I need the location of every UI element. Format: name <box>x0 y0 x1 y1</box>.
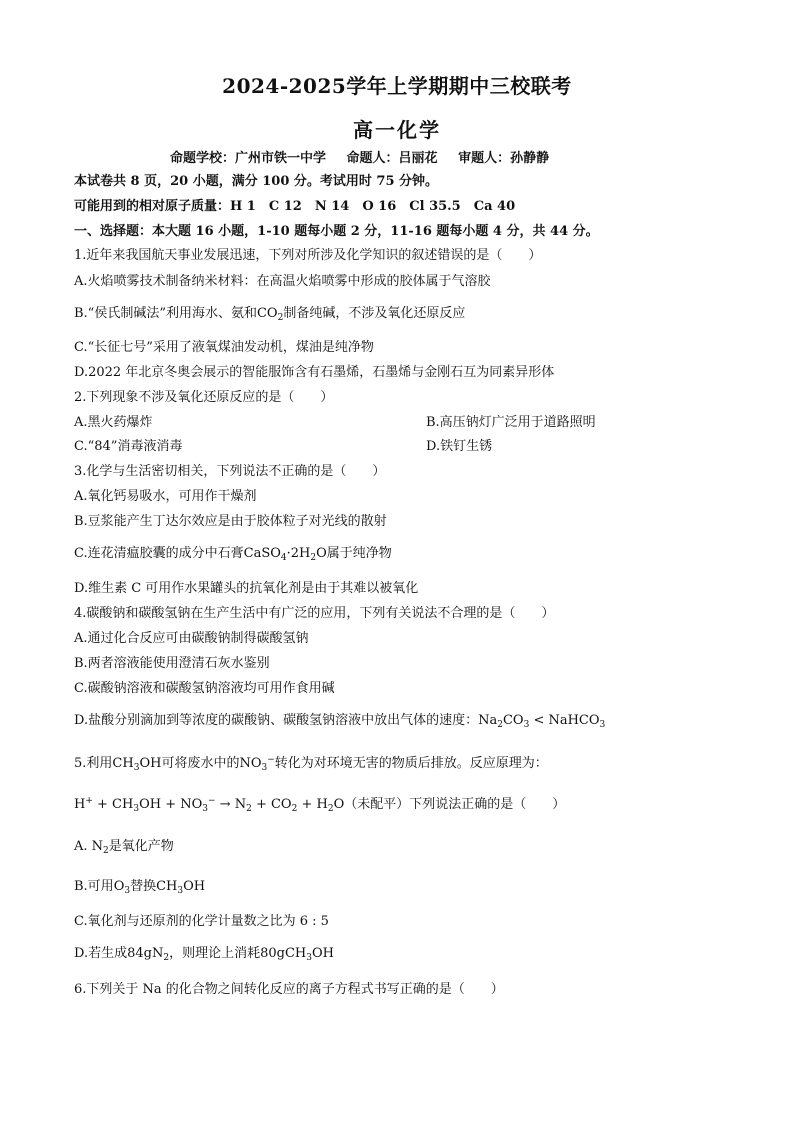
q5d-text-1: D.若生成 <box>74 946 128 961</box>
q5a-prefix: A. <box>74 839 92 854</box>
q5a-text: 是氧化产物 <box>108 839 174 854</box>
question-1-option-a: A.火焰喷雾技术制备纳米材料：在高温火焰喷雾中形成的胶体属于气溶胶 <box>74 274 491 289</box>
q1b-text-post: 制备纯碱，不涉及氧化还原反应 <box>283 306 466 321</box>
formula-co2: $CO_2$ <box>256 306 284 323</box>
formula-n2: $N_2$ <box>91 839 109 856</box>
formula-ch3oh-b: $CH_3OH$ <box>156 879 206 896</box>
question-2-option-b: B.高压钠灯广泛用于道路照明 <box>426 415 596 430</box>
exam-subject: 高一化学 <box>353 118 441 142</box>
formula-84g-n2: $84gN_2$ <box>127 946 170 963</box>
question-5-option-a <box>74 838 174 856</box>
exam-title: 2024-2025学年上学期期中三校联考 <box>222 74 572 98</box>
q5-text-3: 转化为对环境无害的物质后排放。反应原理为： <box>274 756 548 771</box>
q5-eq-note: （未配平）下列说法正确的是（ ） <box>344 797 566 812</box>
reviewer: 审题人：孙静静 <box>458 151 550 166</box>
question-5-option-d <box>74 945 334 963</box>
question-3-option-a: A.氧化钙易吸水，可用作干燥剂 <box>74 489 257 504</box>
question-3-stem: 3.化学与生活密切相关，下列说法不正确的是（ ） <box>74 464 386 479</box>
q5d-text-2: ，则理论上消耗 <box>169 946 261 961</box>
question-2-stem: 2.下列现象不涉及氧化还原反应的是（ ） <box>74 390 334 405</box>
question-5-option-c: C.氧化剂与还原剂的化学计量数之比为 6 : 5 <box>74 914 329 929</box>
exam-info-atomic-masses: 可能用到的相对原子质量：H 1 C 12 N 14 O 16 Cl 35.5 Ca 40 <box>74 199 516 214</box>
question-6-stem: 6.下列关于 Na 的化合物之间转化反应的离子方程式书写正确的是（ ） <box>74 982 504 997</box>
question-1-option-d: D.2022 年北京冬奥会展示的智能服饰含有石墨烯，石墨烯与金刚石互为同素异形体 <box>74 365 555 380</box>
q5-text-1: 5.利用 <box>74 756 113 771</box>
q5b-text-2: 替换 <box>130 879 157 894</box>
question-4-option-a: A.通过化合反应可由碳酸钠制得碳酸氢钠 <box>74 631 309 646</box>
question-4-option-c: C.碳酸钠溶液和碳酸氢钠溶液均可用作食用碱 <box>74 681 335 696</box>
question-2-option-c: C.“84”消毒液消毒 <box>74 439 183 454</box>
question-5-equation <box>74 796 565 814</box>
question-1-stem: 1.近年来我国航天事业发展迅速，下列对所涉及化学知识的叙述错误的是（ ） <box>74 248 542 263</box>
formula-rate-comparison: $Na_2CO_3$ < NaHCO$_3$ <box>478 713 606 730</box>
question-1-option-b <box>74 305 465 323</box>
q3c-text-post: 属于纯净物 <box>326 546 392 561</box>
question-2-option-a: A.黑火药爆炸 <box>74 415 153 430</box>
question-2-row-1 <box>74 414 596 432</box>
question-2-row-2 <box>74 438 493 456</box>
proposing-school: 命题学校：广州市铁一中学 <box>170 151 327 166</box>
question-3-option-c <box>74 545 392 563</box>
author-line <box>170 147 565 166</box>
formula-80g-ch3oh: 80gCH$_3$OH <box>260 946 334 963</box>
question-2-option-d: D.铁钉生锈 <box>426 439 493 454</box>
formula-o3: $O_3$ <box>113 879 131 896</box>
q1b-text-pre: B.“侯氏制碱法”利用海水、氨和 <box>74 306 257 321</box>
formula-gypsum: $CaSO_4\cdot 2H_2O$ <box>243 546 327 563</box>
question-5-option-b <box>74 878 205 896</box>
question-5-stem <box>74 755 548 773</box>
q4d-text: D.盐酸分别滴加到等浓度的碳酸钠、碳酸氢钠溶液中放出气体的速度： <box>74 713 479 728</box>
q5b-text-1: B.可用 <box>74 879 114 894</box>
question-4-option-b: B.两者溶液能使用澄清石灰水鉴别 <box>74 656 270 671</box>
q3c-text-pre: C.连花清瘟胶囊的成分中石膏 <box>74 546 244 561</box>
section-heading-choice: 一、选择题：本大题 16 小题，1-10 题每小题 2 分，11-16 题每小题 4 分，共 44 分。 <box>74 224 599 239</box>
exam-info-pages: 本试卷共 8 页，20 小题，满分 100 分。考试用时 75 分钟。 <box>74 174 439 189</box>
question-1-option-c: C.“长征七号”采用了液氧煤油发动机，煤油是纯净物 <box>74 340 374 355</box>
q5-text-2: 可将废水中的 <box>161 756 240 771</box>
question-3-option-d: D.维生素 C 可用作水果罐头的抗氧化剂是由于其难以被氧化 <box>74 581 419 596</box>
question-4-stem: 4.碳酸钠和碳酸氢钠在生产生活中有广泛的应用，下列有关说法不合理的是（ ） <box>74 606 555 621</box>
reaction-equation: $H^+ + CH_3OH + NO_3^- \to N_2 + CO_2 + H_2O$ <box>74 796 345 814</box>
formula-ch3oh: $CH_3OH$ <box>112 756 162 773</box>
question-3-option-b: B.豆浆能产生丁达尔效应是由于胶体粒子对光线的散射 <box>74 514 387 529</box>
question-author: 命题人：吕丽花 <box>346 151 438 166</box>
formula-no3: $NO_3^-$ <box>239 755 275 773</box>
question-4-option-d <box>74 712 605 730</box>
